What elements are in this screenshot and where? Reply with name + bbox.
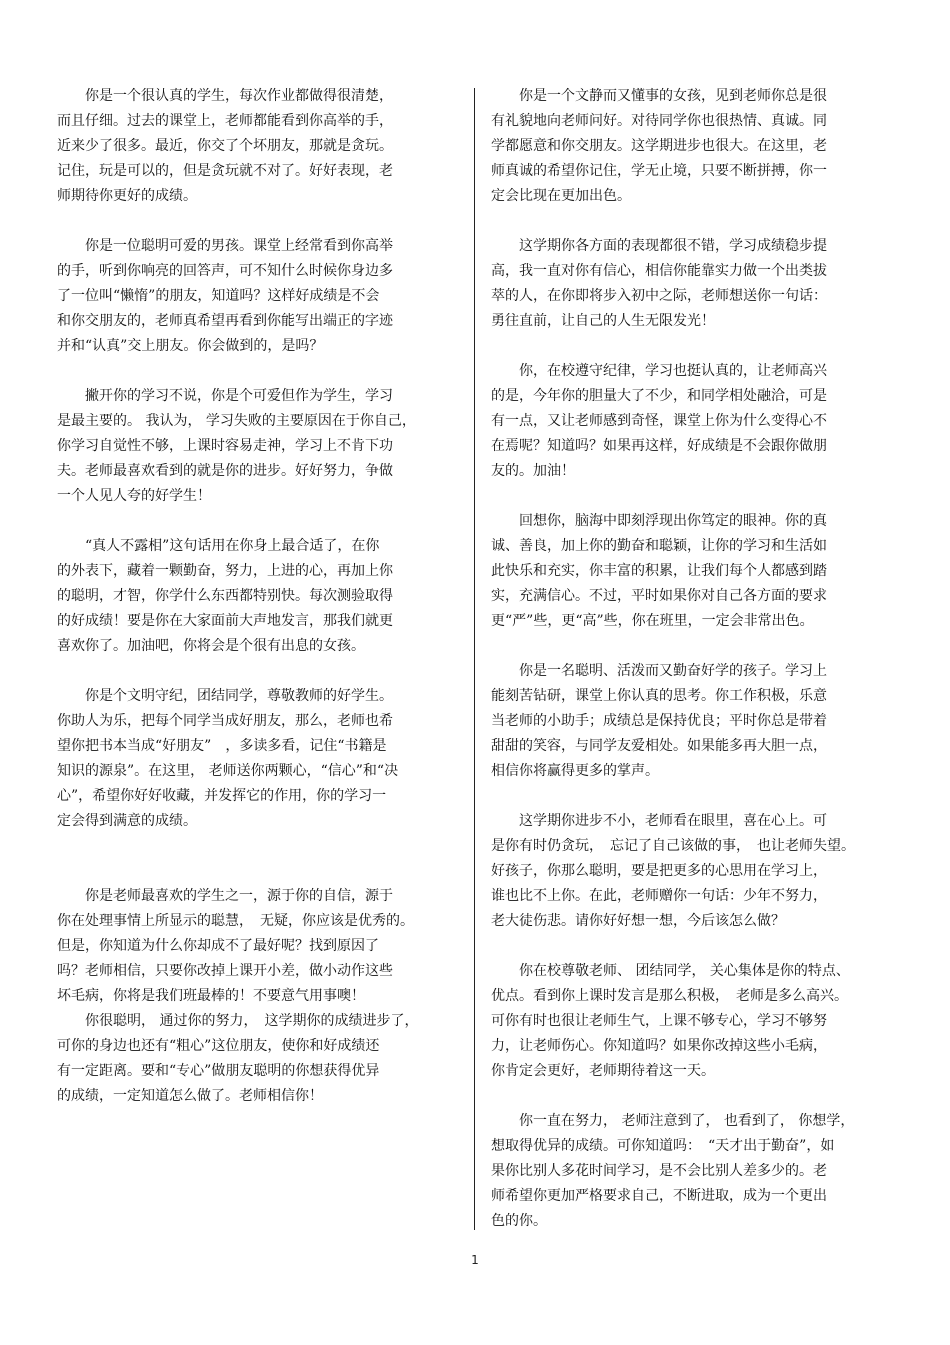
paragraph-line: 你是个文明守纪，团结同学，尊敬教师的好学生。 xyxy=(57,688,393,704)
paragraph-line: 回想你，脑海中即刻浮现出你笃定的眼神。你的真 xyxy=(491,513,827,529)
paragraph-line: 诚、善良，加上你的勤奋和聪颖，让你的学习和生活如 xyxy=(491,538,827,554)
paragraph-line: 色的你。 xyxy=(491,1213,547,1229)
comment-paragraph xyxy=(57,84,393,209)
paragraph-line: 你一直在努力， 老师注意到了， 也看到了， 你想学， xyxy=(491,1113,855,1129)
paragraph-line: 萃的人，在你即将步入初中之际，老师想送你一句话： xyxy=(491,288,827,304)
paragraph-line: 你是一个很认真的学生，每次作业都做得很清楚， xyxy=(57,88,393,104)
paragraph-line: 学都愿意和你交朋友。这学期进步也很大。在这里，老 xyxy=(491,138,827,154)
paragraph-line: 甜甜的笑容，与同学友爱相处。如果能多再大胆一点， xyxy=(491,738,827,754)
comment-paragraph xyxy=(57,234,393,359)
paragraph-line: 师希望你更加严格要求自己，不断进取，成为一个更出 xyxy=(491,1188,827,1204)
paragraph-line: 是最主要的。 我认为， 学习失败的主要原因在于你自己， xyxy=(57,413,416,429)
paragraph-line: 的聪明，才智，你学什么东西都特别快。每次测验取得 xyxy=(57,588,393,604)
paragraph-line: 勇往直前，让自己的人生无限发光！ xyxy=(491,313,715,329)
paragraph-line: 可你的身边也还有“粗心”这位朋友，使你和好成绩还 xyxy=(57,1038,380,1054)
paragraph-line: 了一位叫“懒惰”的朋友，知道吗？这样好成绩是不会 xyxy=(57,288,380,304)
paragraph-line: 近来少了很多。最近，你交了个坏朋友，那就是贪玩。 xyxy=(57,138,393,154)
paragraph-line: 并和“认真”交上朋友。你会做到的，是吗？ xyxy=(57,338,324,354)
paragraph-line: 的外表下，藏着一颗勤奋，努力，上进的心，再加上你 xyxy=(57,563,393,579)
comment-paragraph xyxy=(491,959,850,1084)
comment-paragraph xyxy=(491,809,855,934)
page-number: 1 xyxy=(471,1253,479,1267)
paragraph-line: 可你有时也很让老师生气，上课不够专心，学习不够努 xyxy=(491,1013,827,1029)
paragraph-line: 你是一位聪明可爱的男孩。课堂上经常看到你高举 xyxy=(57,238,393,254)
paragraph-line: “真人不露相”这句话用在你身上最合适了，在你 xyxy=(57,538,380,554)
paragraph-line: 一个人见人夸的好学生！ xyxy=(57,488,211,504)
paragraph-line: 喜欢你了。加油吧，你将会是个很有出息的女孩。 xyxy=(57,638,365,654)
paragraph-line: 师真诚的希望你记住，学无止境，只要不断拼搏，你一 xyxy=(491,163,827,179)
comment-paragraph xyxy=(57,884,414,1009)
paragraph-line: 吗？老师相信，只要你改掉上课开小差，做小动作这些 xyxy=(57,963,393,979)
paragraph-line: 果你比别人多花时间学习，是不会比别人差多少的。老 xyxy=(491,1163,827,1179)
paragraph-line: 更“严”些，更“高”些，你在班里，一定会非常出色。 xyxy=(491,613,814,629)
paragraph-line: 坏毛病，你将是我们班最棒的！不要意气用事噢！ xyxy=(57,988,365,1004)
paragraph-line: 你，在校遵守纪律，学习也挺认真的，让老师高兴 xyxy=(491,363,827,379)
comment-paragraph xyxy=(491,359,827,484)
paragraph-line: 知识的源泉”。在这里， 老师送你两颗心，“信心”和“决 xyxy=(57,763,399,779)
paragraph-line: 望你把书本当成“好朋友” ，多读多看，记住“书籍是 xyxy=(57,738,387,754)
comment-paragraph xyxy=(491,234,827,334)
paragraph-line: 你是一个文静而又懂事的女孩，见到老师你总是很 xyxy=(491,88,827,104)
paragraph-line: 你在校尊敬老师、 团结同学， 关心集体是你的特点、 xyxy=(491,963,850,979)
comment-paragraph xyxy=(491,659,827,784)
paragraph-line: 优点。看到你上课时发言是那么积极， 老师是多么高兴。 xyxy=(491,988,848,1004)
paragraph-line: 你很聪明， 通过你的努力， 这学期你的成绩进步了， xyxy=(57,1013,419,1029)
comment-paragraph xyxy=(57,1009,418,1109)
paragraph-line: 高，我一直对你有信心，相信你能靠实力做一个出类拔 xyxy=(491,263,827,279)
paragraph-line: 能刻苦钻研，课堂上你认真的思考。你工作积极，乐意 xyxy=(491,688,827,704)
paragraph-line: 在焉呢？知道吗？如果再这样，好成绩是不会跟你做朋 xyxy=(491,438,827,454)
paragraph-line: 想取得优异的成绩。可你知道吗： “天才出于勤奋”，如 xyxy=(491,1138,835,1154)
paragraph-line: 老大徒伤悲。请你好好想一想，今后该怎么做？ xyxy=(491,913,785,929)
paragraph-line: 友的。加油！ xyxy=(491,463,575,479)
paragraph-line: 的手，听到你响亮的回答声，可不知什么时候你身边多 xyxy=(57,263,393,279)
paragraph-line: 你学习自觉性不够，上课时容易走神，学习上不肯下功 xyxy=(57,438,393,454)
paragraph-line: 师期待你更好的成绩。 xyxy=(57,188,197,204)
column-divider xyxy=(474,88,475,1230)
paragraph-line: 是你有时仍贪玩， 忘记了自己该做的事， 也让老师失望。 xyxy=(491,838,855,854)
paragraph-line: 心”，希望你好好收藏，并发挥它的作用，你的学习一 xyxy=(57,788,387,804)
comment-paragraph xyxy=(57,684,398,834)
paragraph-line: 但是，你知道为什么你却成不了最好呢？找到原因了 xyxy=(57,938,379,954)
paragraph-line: 的好成绩！要是你在大家面前大声地发言，那我们就更 xyxy=(57,613,393,629)
paragraph-line: 的是，今年你的胆量大了不少，和同学相处融洽，可是 xyxy=(491,388,827,404)
paragraph-line: 的成绩，一定知道怎么做了。老师相信你！ xyxy=(57,1088,323,1104)
paragraph-line: 实，充满信心。不过，平时如果你对自己各方面的要求 xyxy=(491,588,827,604)
paragraph-line: 谁也比不上你。在此，老师赠你一句话：少年不努力， xyxy=(491,888,827,904)
paragraph-line: 好孩子，你那么聪明，要是把更多的心思用在学习上， xyxy=(491,863,827,879)
paragraph-line: 你是一名聪明、活泼而又勤奋好学的孩子。学习上 xyxy=(491,663,827,679)
paragraph-line: 相信你将赢得更多的掌声。 xyxy=(491,763,659,779)
paragraph-line: 有一点，又让老师感到奇怪，课堂上你为什么变得心不 xyxy=(491,413,827,429)
paragraph-line: 你肯定会更好，老师期待着这一天。 xyxy=(491,1063,715,1079)
paragraph-line: 你在处理事情上所显示的聪慧， 无疑，你应该是优秀的。 xyxy=(57,913,414,929)
paragraph-line: 这学期你各方面的表现都很不错，学习成绩稳步提 xyxy=(491,238,827,254)
paragraph-line: 力，让老师伤心。你知道吗？如果你改掉这些小毛病， xyxy=(491,1038,827,1054)
paragraph-line: 此快乐和充实，你丰富的积累，让我们每个人都感到踏 xyxy=(491,563,827,579)
paragraph-line: 你助人为乐，把每个同学当成好朋友，那么，老师也希 xyxy=(57,713,393,729)
paragraph-line: 这学期你进步不小，老师看在眼里，喜在心上。可 xyxy=(491,813,827,829)
paragraph-line: 撇开你的学习不说，你是个可爱但作为学生，学习 xyxy=(57,388,393,404)
comment-paragraph xyxy=(491,84,827,209)
paragraph-line: 记住，玩是可以的，但是贪玩就不对了。好好表现，老 xyxy=(57,163,393,179)
comment-paragraph xyxy=(57,384,416,509)
paragraph-line: 你是老师最喜欢的学生之一，源于你的自信，源于 xyxy=(57,888,393,904)
paragraph-line: 定会得到满意的成绩。 xyxy=(57,813,197,829)
paragraph-line: 和你交朋友的，老师真希望再看到你能写出端正的字迹 xyxy=(57,313,393,329)
paragraph-line: 有礼貌地向老师问好。对待同学你也很热情、真诚。同 xyxy=(491,113,827,129)
paragraph-line: 夫。老师最喜欢看到的就是你的进步。好好努力，争做 xyxy=(57,463,393,479)
paragraph-line: 当老师的小助手；成绩总是保持优良；平时你总是带着 xyxy=(491,713,827,729)
paragraph-line: 而且仔细。过去的课堂上，老师都能看到你高举的手， xyxy=(57,113,393,129)
comment-paragraph xyxy=(491,1109,854,1234)
paragraph-line: 有一定距离。要和“专心”做朋友聪明的你想获得优异 xyxy=(57,1063,380,1079)
paragraph-line: 定会比现在更加出色。 xyxy=(491,188,631,204)
comment-paragraph xyxy=(491,509,827,634)
comment-paragraph xyxy=(57,534,393,659)
